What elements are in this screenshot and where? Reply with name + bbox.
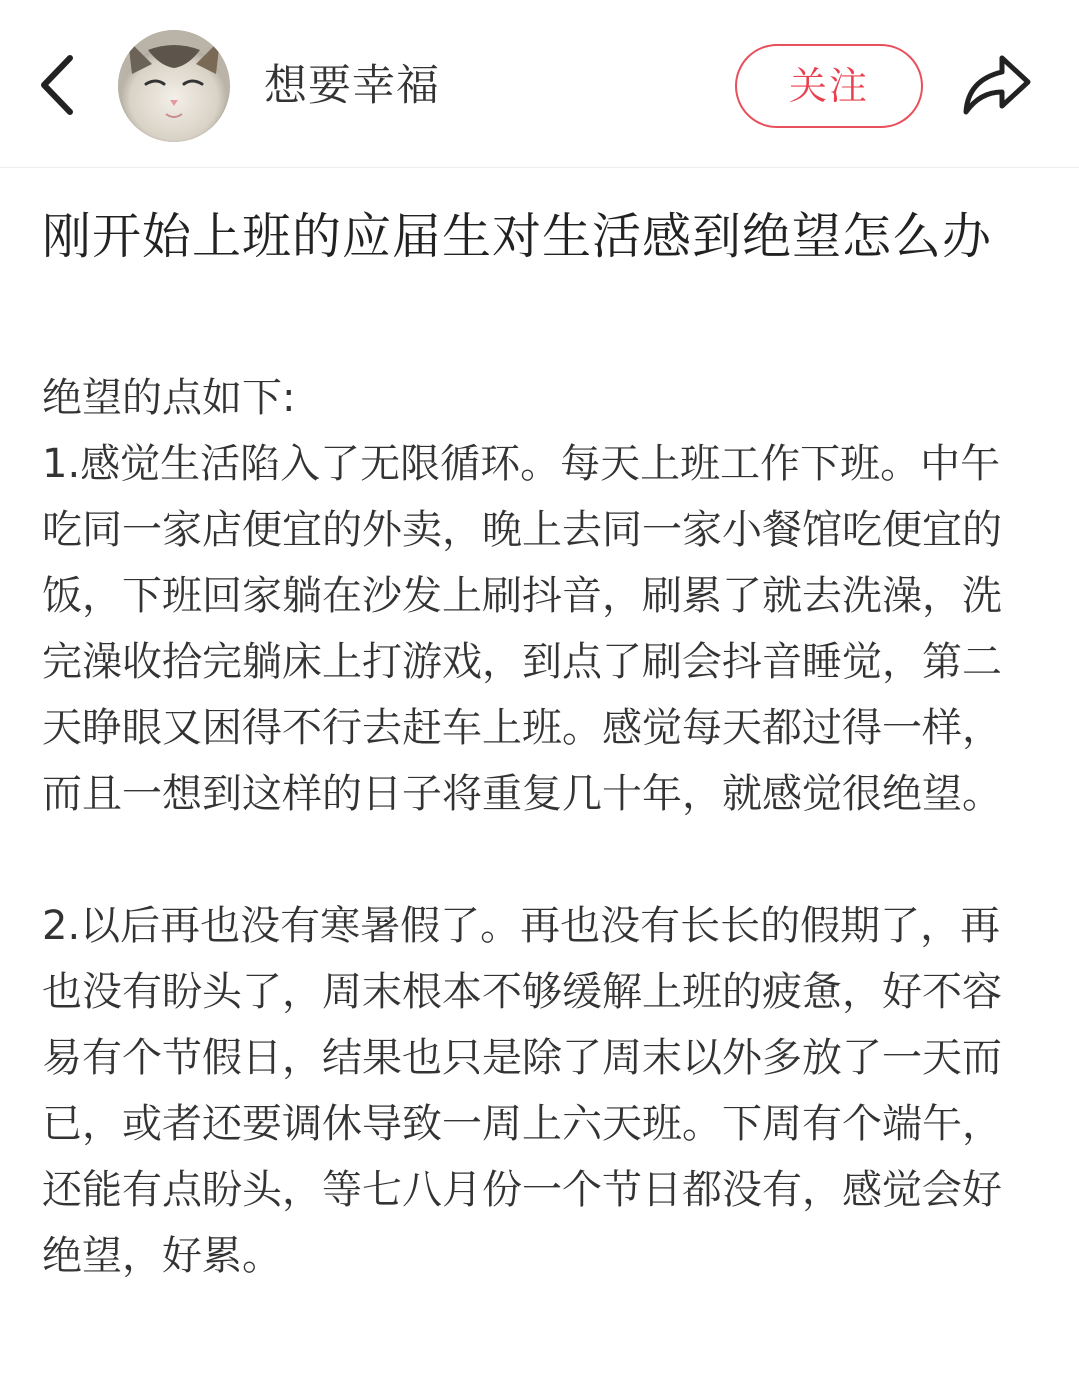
avatar[interactable] bbox=[118, 30, 230, 142]
post-title: 刚开始上班的应届生对生活感到绝望怎么办 bbox=[42, 208, 993, 265]
paragraph-gap bbox=[42, 827, 1032, 893]
back-button[interactable] bbox=[32, 50, 88, 120]
follow-button[interactable]: 关注 bbox=[735, 44, 923, 128]
post-body bbox=[42, 365, 1032, 1289]
cat-avatar-icon bbox=[118, 30, 230, 142]
username[interactable]: 想要幸福 bbox=[264, 61, 440, 111]
post-intro: 绝望的点如下: bbox=[42, 375, 296, 421]
post-point-1: 1.感觉生活陷入了无限循环。每天上班工作下班。中午吃同一家店便宜的外卖，晚上去同一家小餐馆吃便宜的饭，下班回家躺在沙发上刷抖音，刷累了就去洗澡，洗完澡收拾完躺床上打游戏，到点了刷会抖音睡觉，第二天睁眼又困得不行去赶车上班。感觉每天都过得一样，而且一想到这样的日子将重复几十年，就感觉很绝望。 bbox=[42, 441, 1002, 817]
post-point-2: 2.以后再也没有寒暑假了。再也没有长长的假期了，再也没有盼头了，周末根本不够缓解上班的疲惫，好不容易有个节假日，结果也只是除了周末以外多放了一天而已，或者还要调休导致一周上六天班。下周有个端午，还能有点盼头，等七八月份一个节日都没有，感觉会好绝望，好累。 bbox=[42, 903, 1002, 1279]
share-arrow-icon bbox=[958, 52, 1034, 118]
chevron-left-icon bbox=[32, 50, 88, 120]
top-bar bbox=[0, 0, 1079, 168]
share-button[interactable] bbox=[958, 52, 1034, 118]
